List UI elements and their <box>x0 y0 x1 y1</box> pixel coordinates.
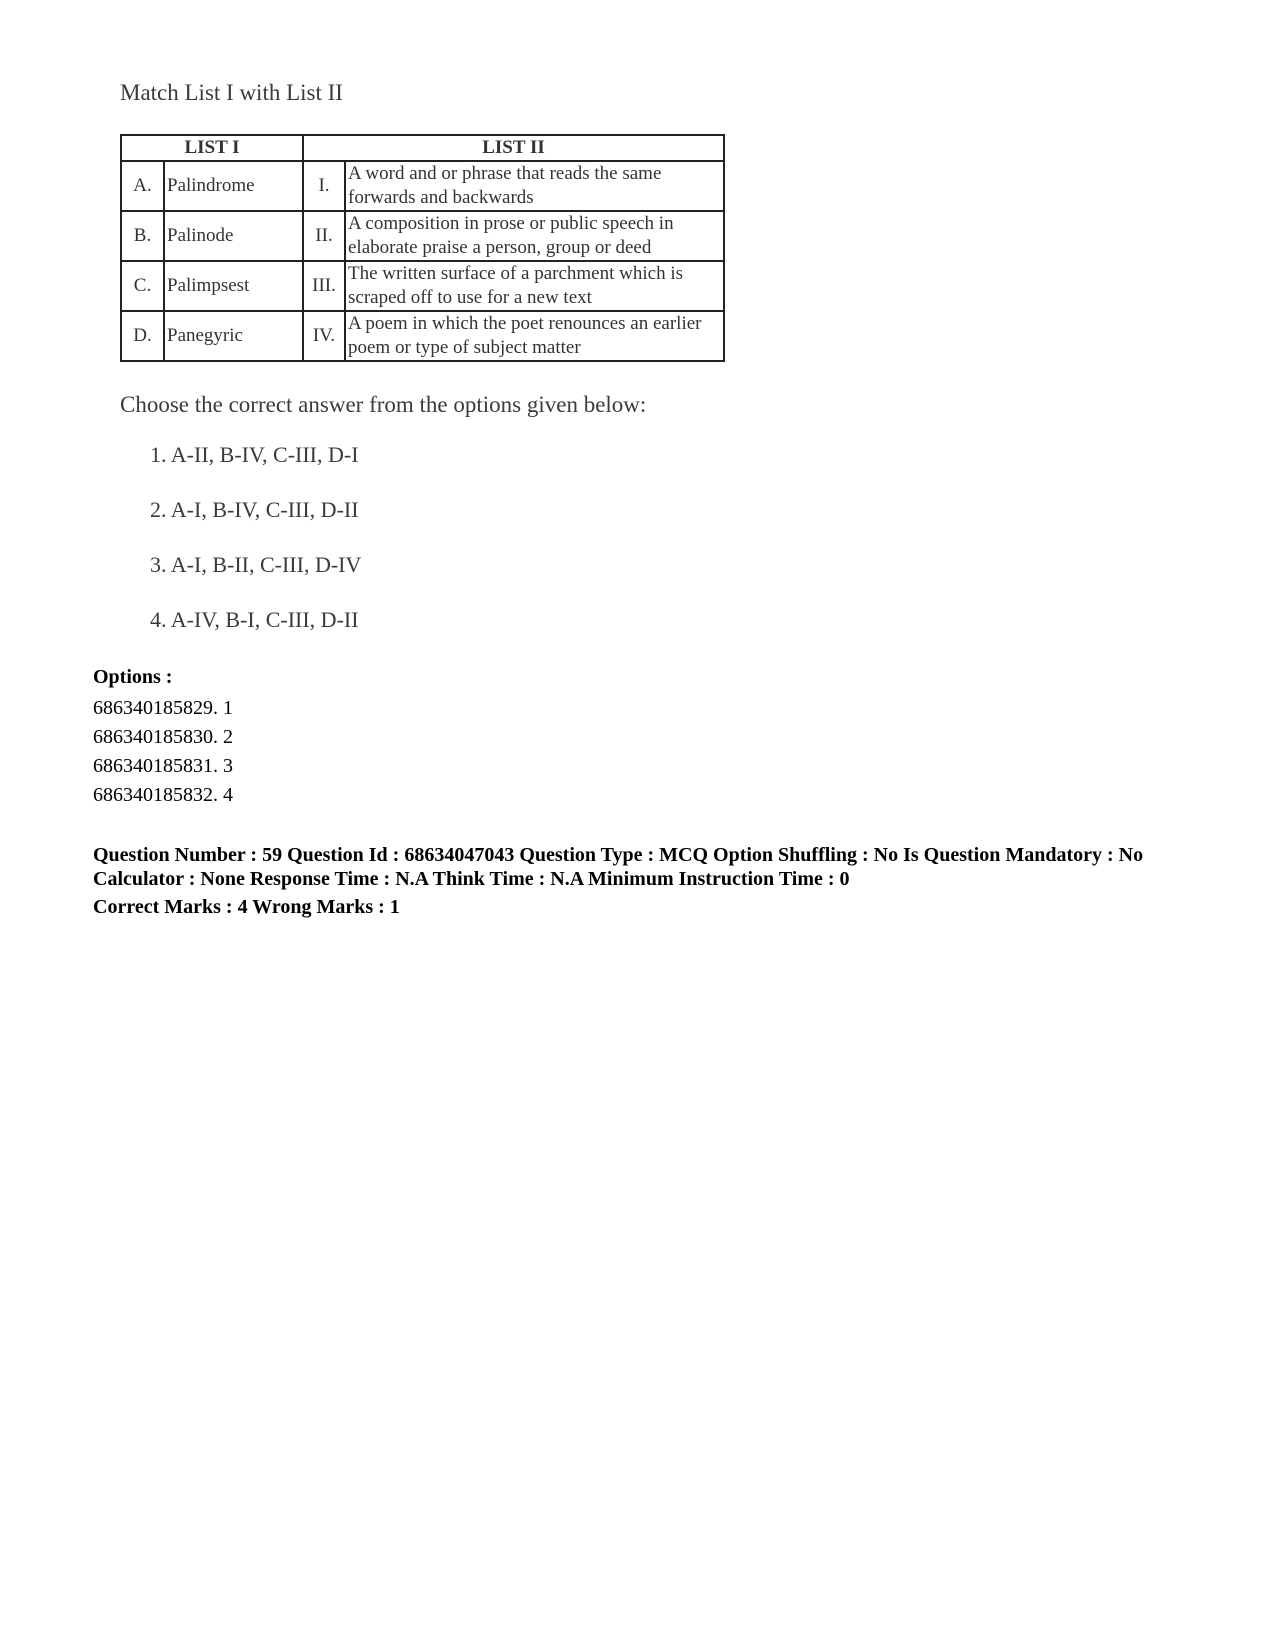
row-key: D. <box>121 311 164 361</box>
row-description: The written surface of a parchment which is scraped off to use for a new text <box>345 261 724 311</box>
choose-instruction: Choose the correct answer from the options given below: <box>120 392 647 417</box>
row-roman: III. <box>303 261 345 311</box>
answer-choice: 1. A-II, B-IV, C-III, D-I <box>150 442 359 467</box>
row-description: A poem in which the poet renounces an earlier poem or type of subject matter <box>345 311 724 361</box>
table-header-row <box>121 135 724 161</box>
answer-choice: 3. A-I, B-II, C-III, D-IV <box>150 552 362 577</box>
table-row <box>121 161 724 211</box>
row-roman: II. <box>303 211 345 261</box>
list1-header: LIST I <box>121 135 303 161</box>
options-list <box>93 694 233 810</box>
answer-choice: 2. A-I, B-IV, C-III, D-II <box>150 497 359 522</box>
row-description: A word and or phrase that reads the same forwards and backwards <box>345 161 724 211</box>
row-roman: IV. <box>303 311 345 361</box>
table-row <box>121 311 724 361</box>
match-table <box>120 134 725 362</box>
row-term: Panegyric <box>164 311 303 361</box>
option-item: 686340185830. 2 <box>93 726 233 748</box>
row-term: Palimpsest <box>164 261 303 311</box>
table-row <box>121 211 724 261</box>
row-description: A composition in prose or public speech in elaborate praise a person, group or deed <box>345 211 724 261</box>
table-row <box>121 261 724 311</box>
question-intro: Match List I with List II <box>120 80 343 105</box>
row-key: B. <box>121 211 164 261</box>
row-key: A. <box>121 161 164 211</box>
row-roman: I. <box>303 161 345 211</box>
row-term: Palinode <box>164 211 303 261</box>
row-key: C. <box>121 261 164 311</box>
question-marks: Correct Marks : 4 Wrong Marks : 1 <box>93 896 400 918</box>
option-item: 686340185829. 1 <box>93 697 233 719</box>
question-meta: Question Number : 59 Question Id : 68634047043 Question Type : MCQ Option Shuffling : No Is Question Mandatory : No Calculator : None Response Time : N.A Think Time : N.A Minimum Instruction Time : 0 <box>93 844 1144 890</box>
answer-choices <box>150 440 361 660</box>
answer-choice: 4. A-IV, B-I, C-III, D-II <box>150 607 359 632</box>
list2-header: LIST II <box>303 135 724 161</box>
options-heading: Options : <box>93 666 173 688</box>
option-item: 686340185832. 4 <box>93 784 233 806</box>
row-term: Palindrome <box>164 161 303 211</box>
option-item: 686340185831. 3 <box>93 755 233 777</box>
